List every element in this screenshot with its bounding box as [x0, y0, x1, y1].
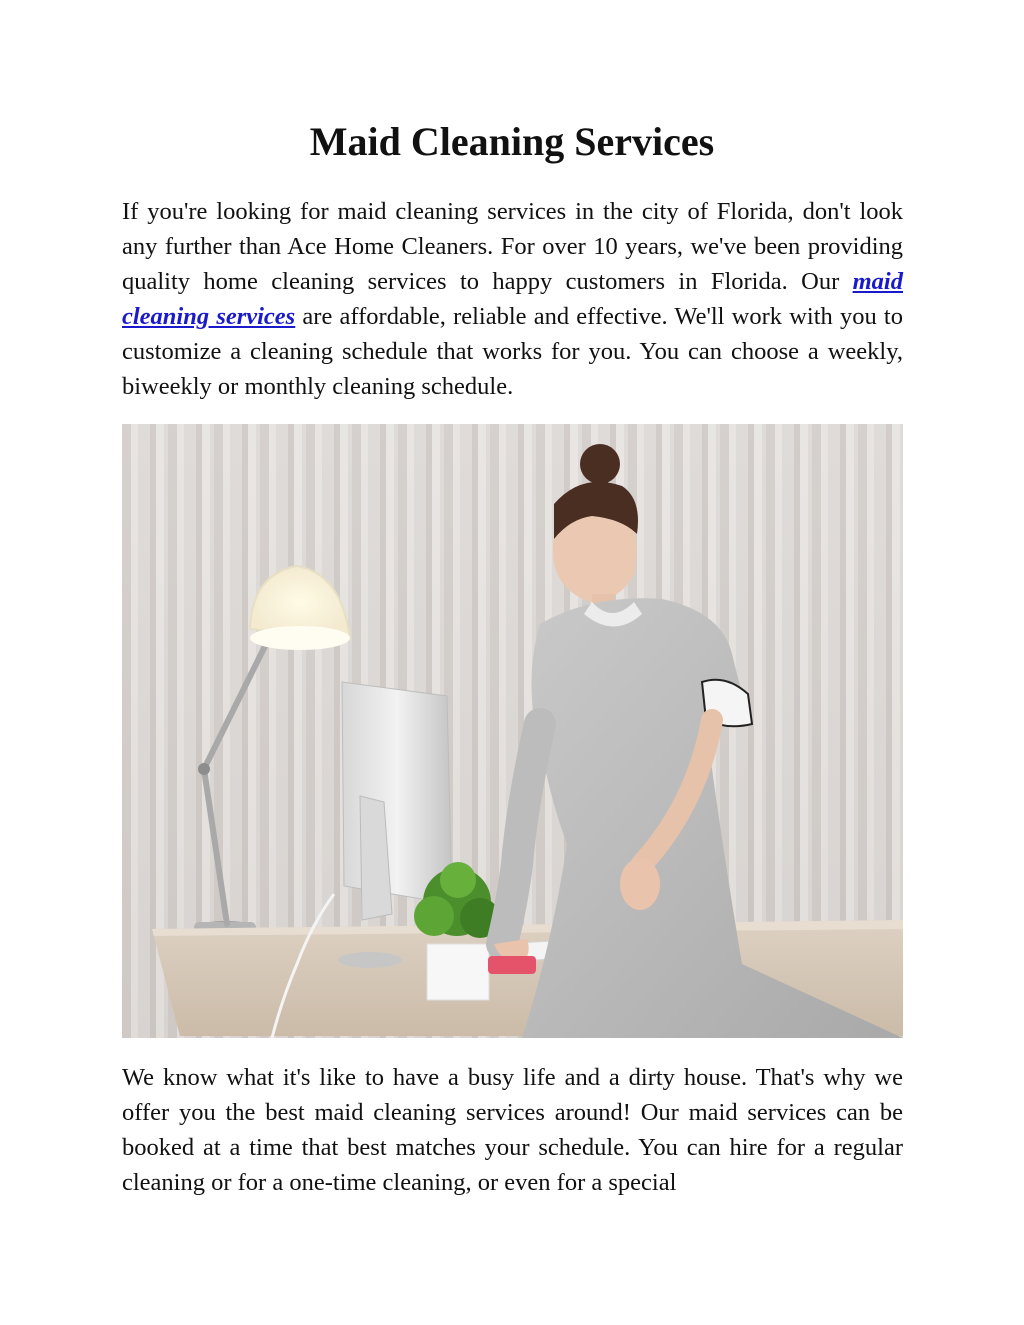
- intro-paragraph: [122, 194, 903, 404]
- intro-text-after-link: are affordable, reliable and effective. We'll work with you to customize a cleaning schedule that works for you. You can choose a weekly, biweekly or monthly cleaning schedule.: [122, 303, 903, 400]
- intro-text-before-link: If you're looking for maid cleaning services in the city of Florida, don't look any further than Ace Home Cleaners. For over 10 years, we've been providing quality home cleaning services to happy customers in Florida. Our: [122, 198, 903, 295]
- maid-cleaning-desk-photo: [122, 424, 903, 1038]
- closing-paragraph: We know what it's like to have a busy life and a dirty house. That's why we offer you the best maid cleaning services around! Our maid services can be booked at a time that best matches your schedule. You can hire for a regular cleaning or for a one-time cleaning, or even for a special: [122, 1064, 903, 1196]
- page-title: Maid Cleaning Services: [309, 119, 715, 164]
- maid-cleaning-services-link[interactable]: maid cleaning services: [122, 268, 903, 330]
